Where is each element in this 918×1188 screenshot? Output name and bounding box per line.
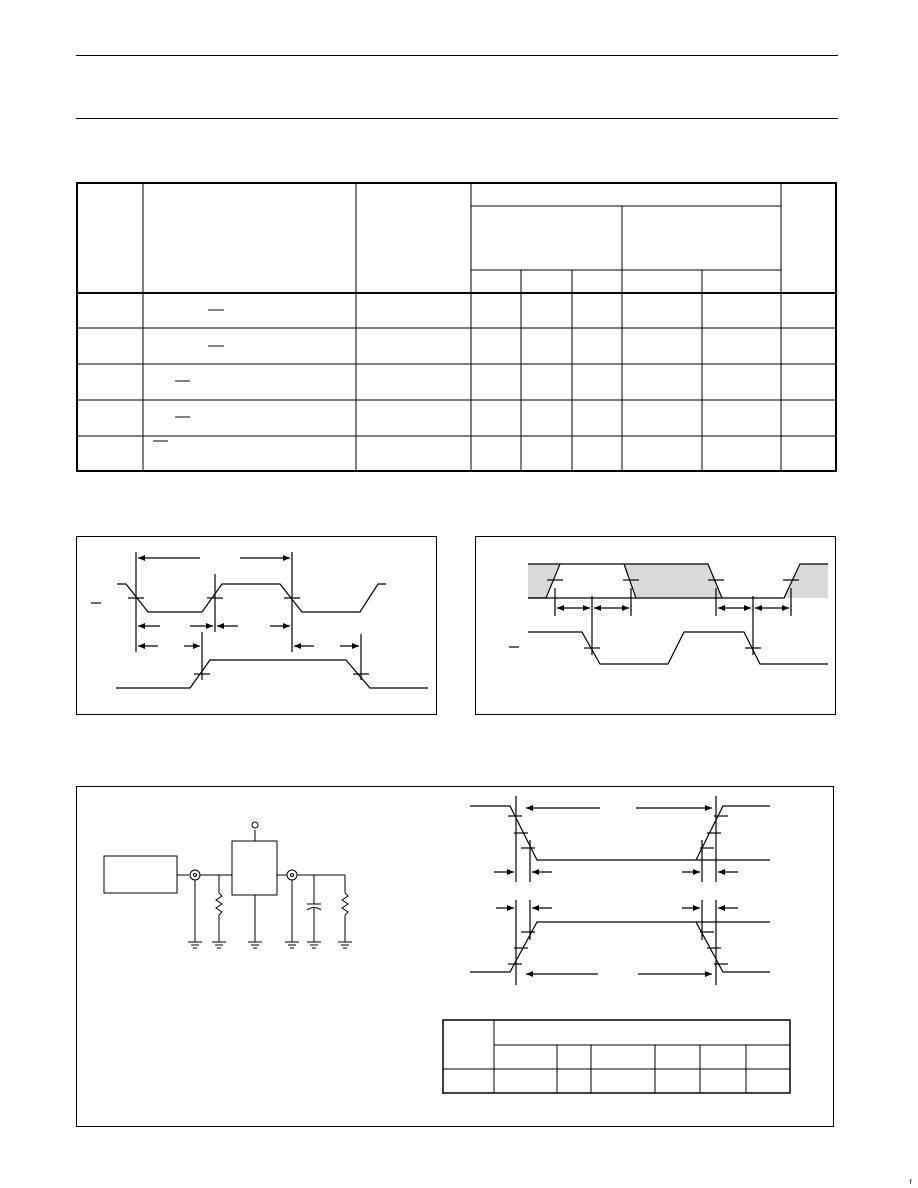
corner-mark: r	[909, 1177, 912, 1186]
